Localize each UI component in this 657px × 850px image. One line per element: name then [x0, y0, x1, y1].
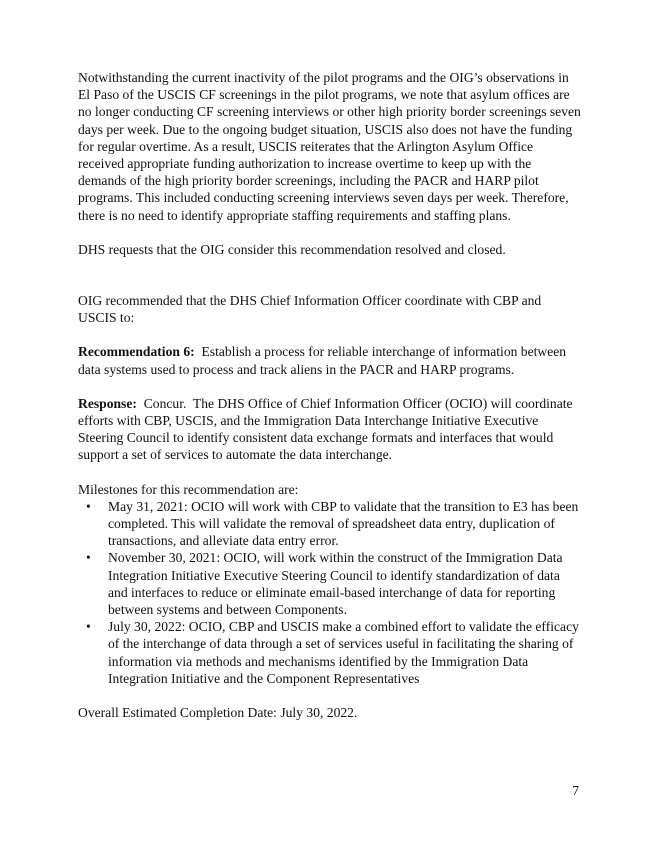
paragraph-overtime: Notwithstanding the current inactivity of the pilot programs and the OIG’s observations in El Paso of the USCIS CF screenings in the pilot programs, we note that asylum offices are no longer conducting CF screening interviews or other high priority border screenings seven days per week. Due to the ongoing budget situation, USCIS also does not have the funding for regular overtime. As a result, USCIS reiterates that the Arlington Asylum Office received appropriate funding authorization to increase overtime to keep up with the demands of the high priority border screenings, including the PACR and HARP pilot programs. This included conducting screening interviews seven days per week. Therefore, there is no need to identify appropriate staffing requirements and staffing plans. — [78, 70, 581, 223]
recommendation-6-text: Establish a process for reliable interchange of information between data systems used to process and track aliens in the PACR and HARP programs. — [78, 344, 570, 377]
milestone-item-2 — [86, 549, 581, 618]
milestone-text: November 30, 2021: OCIO, will work within the construct of the Immigration Data Integration Initiative Executive Steering Council to identify standardization of data and interfaces to reduce or eliminate email-based interchange of data for reporting between systems and between Components. — [108, 550, 563, 618]
milestones-intro: Milestones for this recommendation are: — [78, 481, 299, 497]
page-number: 7 — [572, 783, 579, 798]
milestones-list — [78, 498, 581, 687]
milestone-text: July 30, 2022: OCIO, CBP and USCIS make a combined effort to validate the efficacy of the interchange of data through a set of services useful in facilitating the sharing of information via methods and mechanisms identified by the Immigration Data Integration Initiative and the Component Representatives — [108, 619, 579, 686]
response-text: Concur. The DHS Office of Chief Information Officer (OCIO) will coordinate efforts with CBP, USCIS, and the Immigration Data Interchange Initiative Executive Steering Council to identify consistent data exchange formats and interfaces that would support a set of services to automate the data interchange. — [78, 395, 576, 463]
recommendation-6 — [78, 343, 581, 377]
response-label: Response: — [78, 395, 137, 411]
response-paragraph — [78, 395, 581, 464]
milestone-text: May 31, 2021: OCIO will work with CBP to validate that the transition to E3 has been completed. This will validate the removal of spreadsheet data entry, duplication of transactions, and alleviate data entry error. — [108, 498, 579, 549]
bullet-icon: • — [86, 498, 91, 514]
recommendation-6-label: Recommendation 6: — [78, 344, 195, 360]
bullet-icon: • — [86, 619, 91, 635]
bullet-icon: • — [86, 550, 91, 566]
paragraph-oig-recommended: OIG recommended that the DHS Chief Information Officer coordinate with CBP and USCIS to: — [78, 293, 542, 326]
overall-completion-date: Overall Estimated Completion Date: July 30, 2022. — [78, 705, 358, 721]
paragraph-request-closed: DHS requests that the OIG consider this recommendation resolved and closed. — [78, 241, 506, 257]
milestone-item-1 — [86, 498, 581, 550]
milestone-item-3 — [86, 618, 581, 687]
